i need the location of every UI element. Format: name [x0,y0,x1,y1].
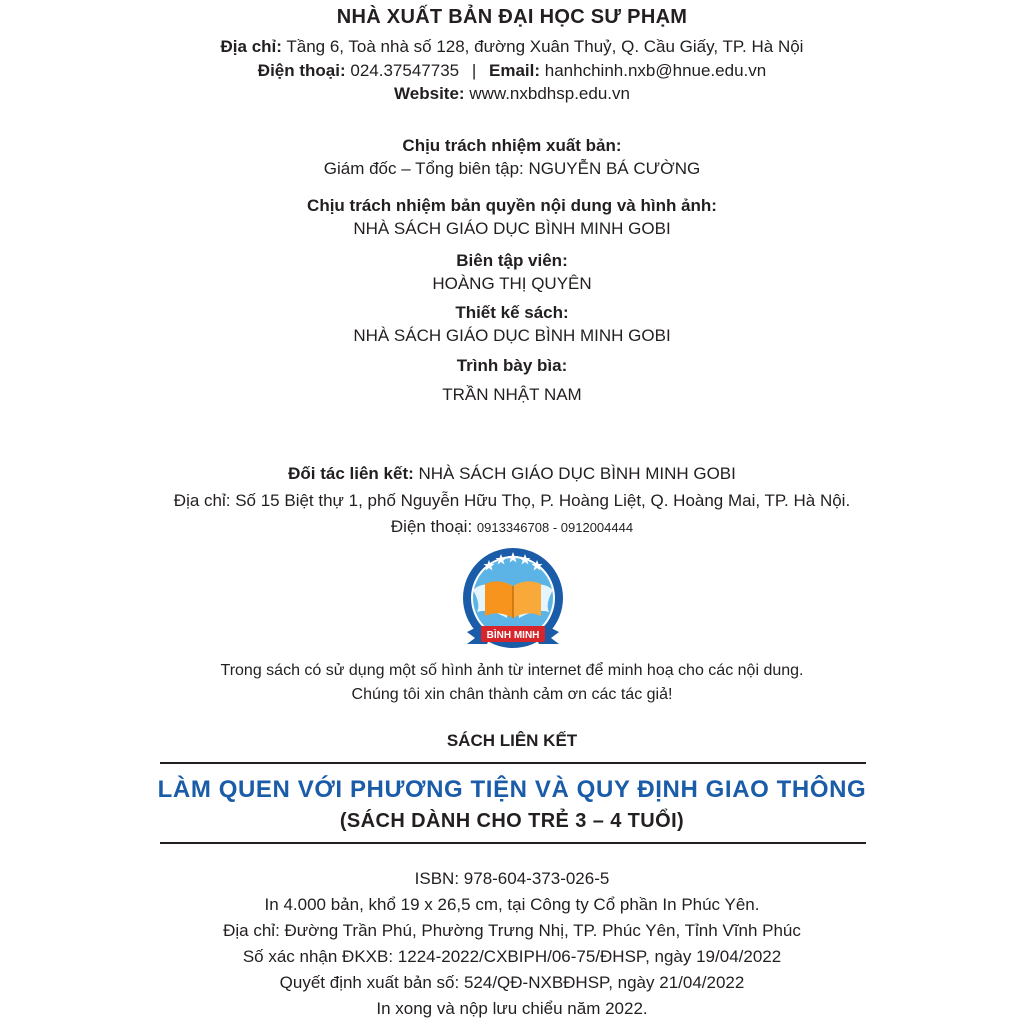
publisher-address-label: Địa chỉ: [220,37,282,56]
partner-name: NHÀ SÁCH GIÁO DỤC BÌNH MINH GOBI [418,464,736,483]
book-subtitle: (SÁCH DÀNH CHO TRẺ 3 – 4 TUỔI) [339,810,685,832]
partner-label: Đối tác liên kết: [288,464,414,483]
publisher-email-label: Email: [489,61,541,80]
credit-label-design: Thiết kế sách: [455,303,569,322]
credit-label-cover: Trình bày bìa: [456,356,568,375]
credit-label-copyright: Chịu trách nhiệm bản quyền nội dung và hình ảnh: [307,196,717,215]
notice-line-2: Chúng tôi xin chân thành cảm ơn các tác giả! [351,686,673,703]
logo-text: BÌNH MINH [486,630,540,641]
credit-value-cover: TRẦN NHẬT NAM [442,385,582,404]
publisher-website-label: Website: [394,84,465,103]
credit-value-publishing: Giám đốc – Tổng biên tập: NGUYỄN BÁ CƯỜNG [323,159,701,178]
imprint-printer-address: Địa chỉ: Đường Trần Phú, Phường Trưng Nhị, TP. Phúc Yên, Tỉnh Vĩnh Phúc [223,921,801,940]
imprint-registration: Số xác nhận ĐKXB: 1224-2022/CXBIPH/06-75/ĐHSP, ngày 19/04/2022 [242,947,782,966]
credit-value-editor: HOÀNG THỊ QUYÊN [432,274,592,293]
credit-label-editor: Biên tập viên: [456,251,568,270]
contact-separator: | [471,61,477,80]
publisher-address-line [0,37,1024,57]
partner-phone: 0913346708 - 0912004444 [476,520,634,535]
credit-label-publishing: Chịu trách nhiệm xuất bản: [402,136,622,155]
publisher-email: hanhchinh.nxb@hnue.edu.vn [544,61,767,80]
partner-phone-line [0,517,1024,537]
publisher-name: NHÀ XUẤT BẢN ĐẠI HỌC SƯ PHẠM [336,6,688,28]
logo-book-left [485,581,513,618]
partner-phone-label: Điện thoại: [390,517,473,536]
series-label: SÁCH LIÊN KẾT [446,731,578,750]
title-bottom-rule [160,842,866,844]
imprint-isbn: ISBN: 978-604-373-026-5 [414,869,610,888]
publisher-phone-label: Điện thoại: [257,61,346,80]
imprint-deposit: In xong và nộp lưu chiểu năm 2022. [376,999,648,1018]
publisher-address: Tầng 6, Toà nhà số 128, đường Xuân Thuỷ, Q. Cầu Giấy, TP. Hà Nội [286,37,804,56]
credit-value-copyright: NHÀ SÁCH GIÁO DỤC BÌNH MINH GOBI [353,219,671,238]
imprint-decision: Quyết định xuất bản số: 524/QĐ-NXBĐHSP, ngày 21/04/2022 [279,973,745,992]
binh-minh-logo [459,546,567,658]
publisher-website: www.nxbdhsp.edu.vn [469,84,630,103]
publisher-contact-line [0,61,1024,81]
publisher-phone: 024.37547735 [350,61,460,80]
book-title: LÀM QUEN VỚI PHƯƠNG TIỆN VÀ QUY ĐỊNH GIAO THÔNG [157,776,867,803]
imprint-print-run: In 4.000 bản, khổ 19 x 26,5 cm, tại Công ty Cổ phần In Phúc Yên. [264,895,760,914]
title-top-rule [160,762,866,764]
logo-book-right [513,581,541,618]
partner-address: Địa chỉ: Số 15 Biệt thự 1, phố Nguyễn Hữu Thọ, P. Hoàng Liệt, Q. Hoàng Mai, TP. Hà Nội. [173,491,851,510]
publisher-website-line [0,84,1024,104]
notice-line-1: Trong sách có sử dụng một số hình ảnh từ internet để minh hoạ cho các nội dung. [220,662,804,679]
credit-value-design: NHÀ SÁCH GIÁO DỤC BÌNH MINH GOBI [353,326,671,345]
partner-line [0,464,1024,484]
